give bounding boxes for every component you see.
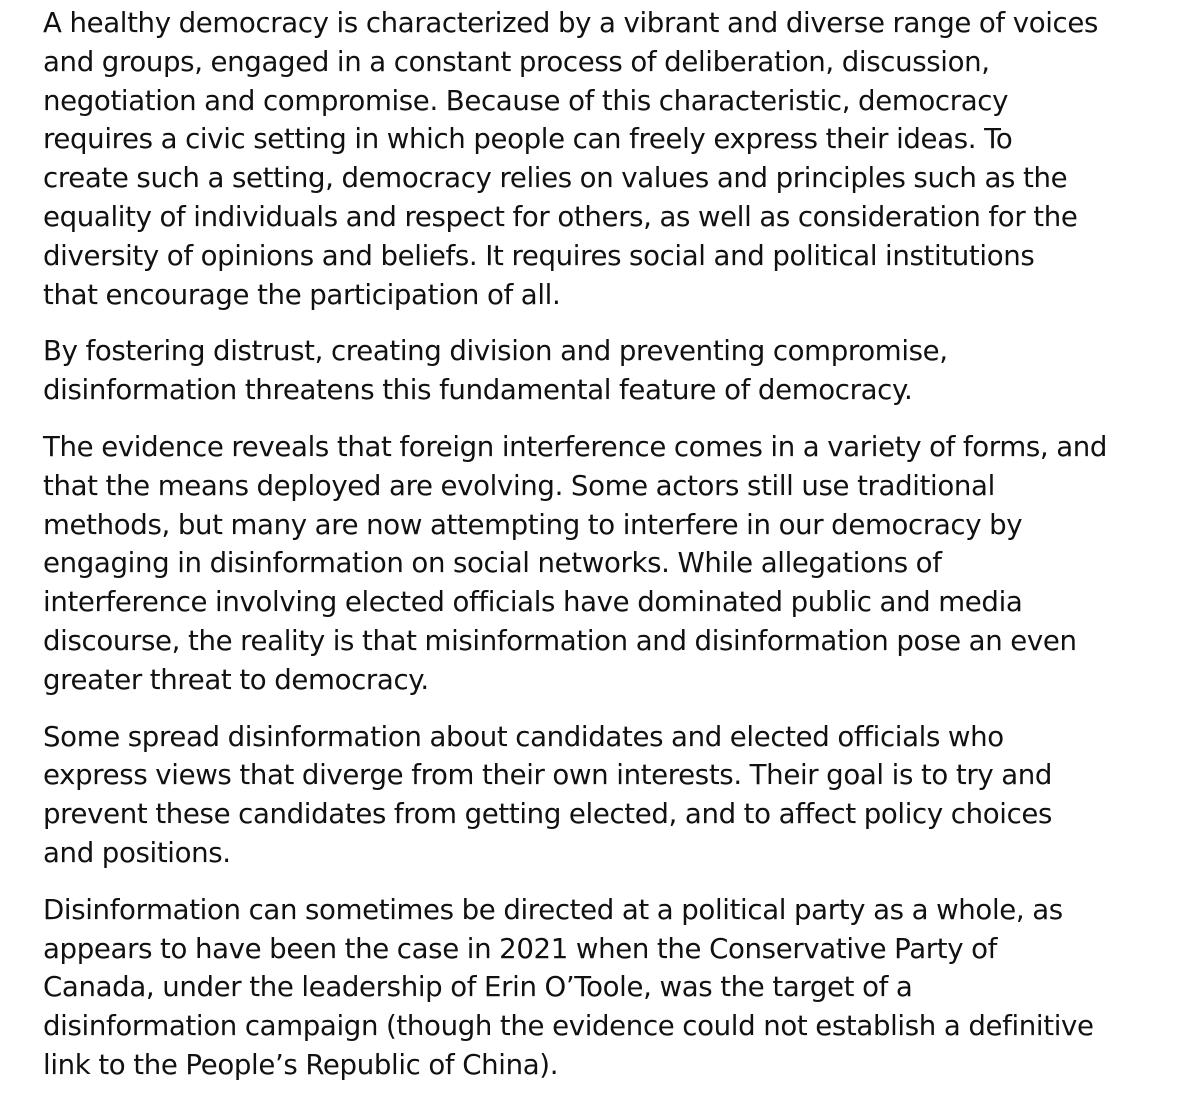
text-line: disinformation campaign (though the evidence could not establish a definitive	[43, 1009, 1094, 1043]
text-line: disinformation threatens this fundamental feature of democracy.	[43, 373, 913, 407]
text-line: that encourage the participation of all.	[43, 277, 561, 311]
text-line: Canada, under the leadership of Erin O’Toole, was the target of a	[43, 970, 913, 1004]
text-line: link to the People’s Republic of China).	[43, 1047, 559, 1081]
text-line: and groups, engaged in a constant process of deliberation, discussion,	[43, 44, 990, 78]
paragraph-healthy-democracy	[43, 4, 1183, 314]
text-line: appears to have been the case in 2021 when the Conservative Party of	[43, 931, 998, 965]
text-line: requires a civic setting in which people can freely express their ideas. To	[43, 122, 1013, 156]
text-line: interference involving elected officials have dominated public and media	[43, 585, 1023, 619]
text-line: discourse, the reality is that misinformation and disinformation pose an even	[43, 623, 1077, 657]
paragraph-foreign-interference	[43, 428, 1183, 700]
paragraph-political-party	[43, 891, 1183, 1085]
text-line: negotiation and compromise. Because of this characteristic, democracy	[43, 83, 1009, 117]
text-line: that the means deployed are evolving. Some actors still use traditional	[43, 468, 995, 502]
document-body	[43, 4, 1183, 1103]
text-line: methods, but many are now attempting to interfere in our democracy by	[43, 507, 1023, 541]
text-line: prevent these candidates from getting elected, and to affect policy choices	[43, 797, 1053, 831]
text-line: greater threat to democracy.	[43, 662, 429, 696]
text-line: By fostering distrust, creating division and preventing compromise,	[43, 334, 948, 368]
text-line: A healthy democracy is characterized by a vibrant and diverse range of voices	[43, 6, 1099, 39]
text-line: engaging in disinformation on social networks. While allegations of	[43, 546, 942, 580]
paragraph-disinformation-threat	[43, 332, 1183, 410]
text-line: create such a setting, democracy relies on values and principles such as the	[43, 161, 1068, 195]
paragraph-candidates	[43, 718, 1183, 873]
text-line: diversity of opinions and beliefs. It requires social and political institutions	[43, 238, 1035, 272]
text-line: Disinformation can sometimes be directed at a political party as a whole, as	[43, 892, 1063, 926]
text-line: The evidence reveals that foreign interference comes in a variety of forms, and	[43, 429, 1108, 463]
text-line: express views that diverge from their own interests. Their goal is to try and	[43, 758, 1053, 792]
text-line: equality of individuals and respect for others, as well as consideration for the	[43, 199, 1078, 233]
text-line: Some spread disinformation about candidates and elected officials who	[43, 719, 1004, 753]
text-line: and positions.	[43, 835, 231, 869]
